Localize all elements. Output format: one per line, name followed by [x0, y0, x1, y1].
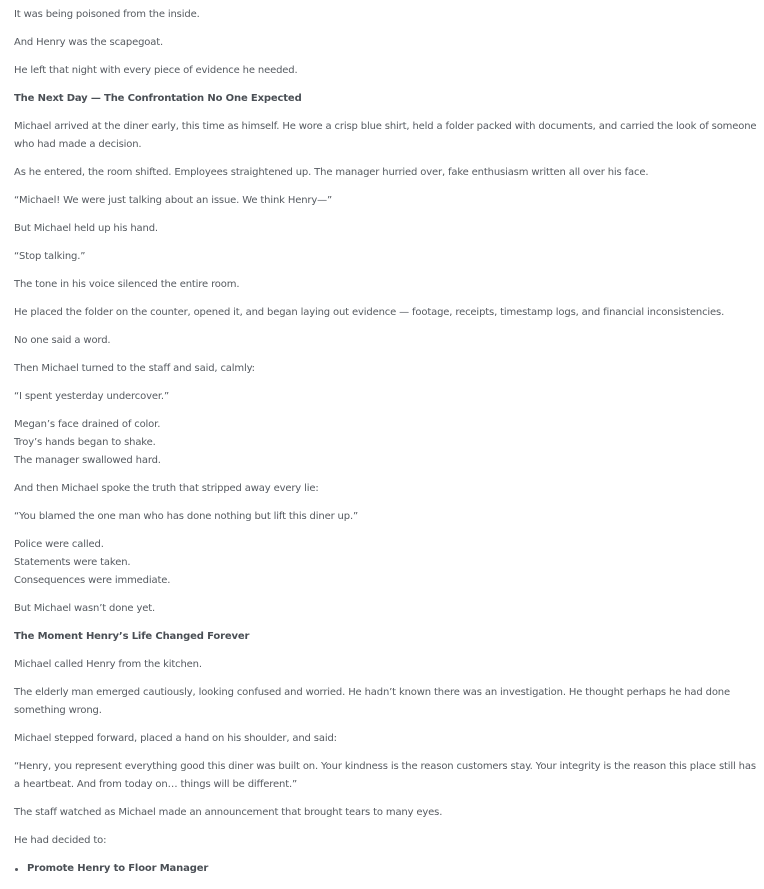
paragraph: “Stop talking.”: [14, 251, 86, 262]
list-item: Promote Henry to Floor Manager: [27, 860, 764, 878]
paragraph: “You blamed the one man who has done nothing but lift this diner up.”: [14, 511, 359, 522]
paragraph: And Henry was the scapegoat.: [14, 37, 164, 48]
paragraph-multiline: [14, 536, 764, 590]
paragraph: It was being poisoned from the inside.: [14, 9, 200, 20]
paragraph: As he entered, the room shifted. Employees straightened up. The manager hurried over, fake enthusiasm written all over his face.: [14, 167, 649, 178]
section-heading: The Next Day — The Confrontation No One Expected: [14, 93, 302, 104]
paragraph: Michael stepped forward, placed a hand on his shoulder, and said:: [14, 733, 337, 744]
paragraph-line: Consequences were immediate.: [14, 575, 171, 586]
paragraph-line: Megan’s face drained of color.: [14, 419, 161, 430]
paragraph-multiline: [14, 416, 764, 470]
paragraph-line: Statements were taken.: [14, 557, 131, 568]
paragraph: The staff watched as Michael made an announcement that brought tears to many eyes.: [14, 807, 443, 818]
paragraph: He left that night with every piece of evidence he needed.: [14, 65, 298, 76]
bullet-list: [14, 860, 764, 878]
paragraph-line: The manager swallowed hard.: [14, 455, 161, 466]
paragraph: But Michael wasn’t done yet.: [14, 603, 156, 614]
article-body: [0, 6, 764, 878]
paragraph: No one said a word.: [14, 335, 111, 346]
paragraph: The elderly man emerged cautiously, looking confused and worried. He hadn’t known there was an investigation. He thought perhaps he had done something wrong.: [14, 687, 730, 716]
section-heading: The Moment Henry’s Life Changed Forever: [14, 631, 250, 642]
paragraph: But Michael held up his hand.: [14, 223, 158, 234]
paragraph: “I spent yesterday undercover.”: [14, 391, 169, 402]
paragraph: The tone in his voice silenced the entire room.: [14, 279, 240, 290]
paragraph: Michael called Henry from the kitchen.: [14, 659, 202, 670]
paragraph: And then Michael spoke the truth that stripped away every lie:: [14, 483, 319, 494]
paragraph: “Michael! We were just talking about an issue. We think Henry—”: [14, 195, 333, 206]
paragraph-line: Troy’s hands began to shake.: [14, 437, 156, 448]
paragraph: He placed the folder on the counter, opened it, and began laying out evidence — footage, receipts, timestamp logs, and financial inconsistencies.: [14, 307, 725, 318]
paragraph: He had decided to:: [14, 835, 107, 846]
paragraph: “Henry, you represent everything good this diner was built on. Your kindness is the reason customers stay. Your integrity is the reason this place still has a heartbeat. And from today on… things will be different.”: [14, 761, 756, 790]
paragraph: Michael arrived at the diner early, this time as himself. He wore a crisp blue shirt, held a folder packed with documents, and carried the look of someone who had made a decision.: [14, 121, 757, 150]
paragraph: Then Michael turned to the staff and said, calmly:: [14, 363, 255, 374]
paragraph-line: Police were called.: [14, 539, 104, 550]
